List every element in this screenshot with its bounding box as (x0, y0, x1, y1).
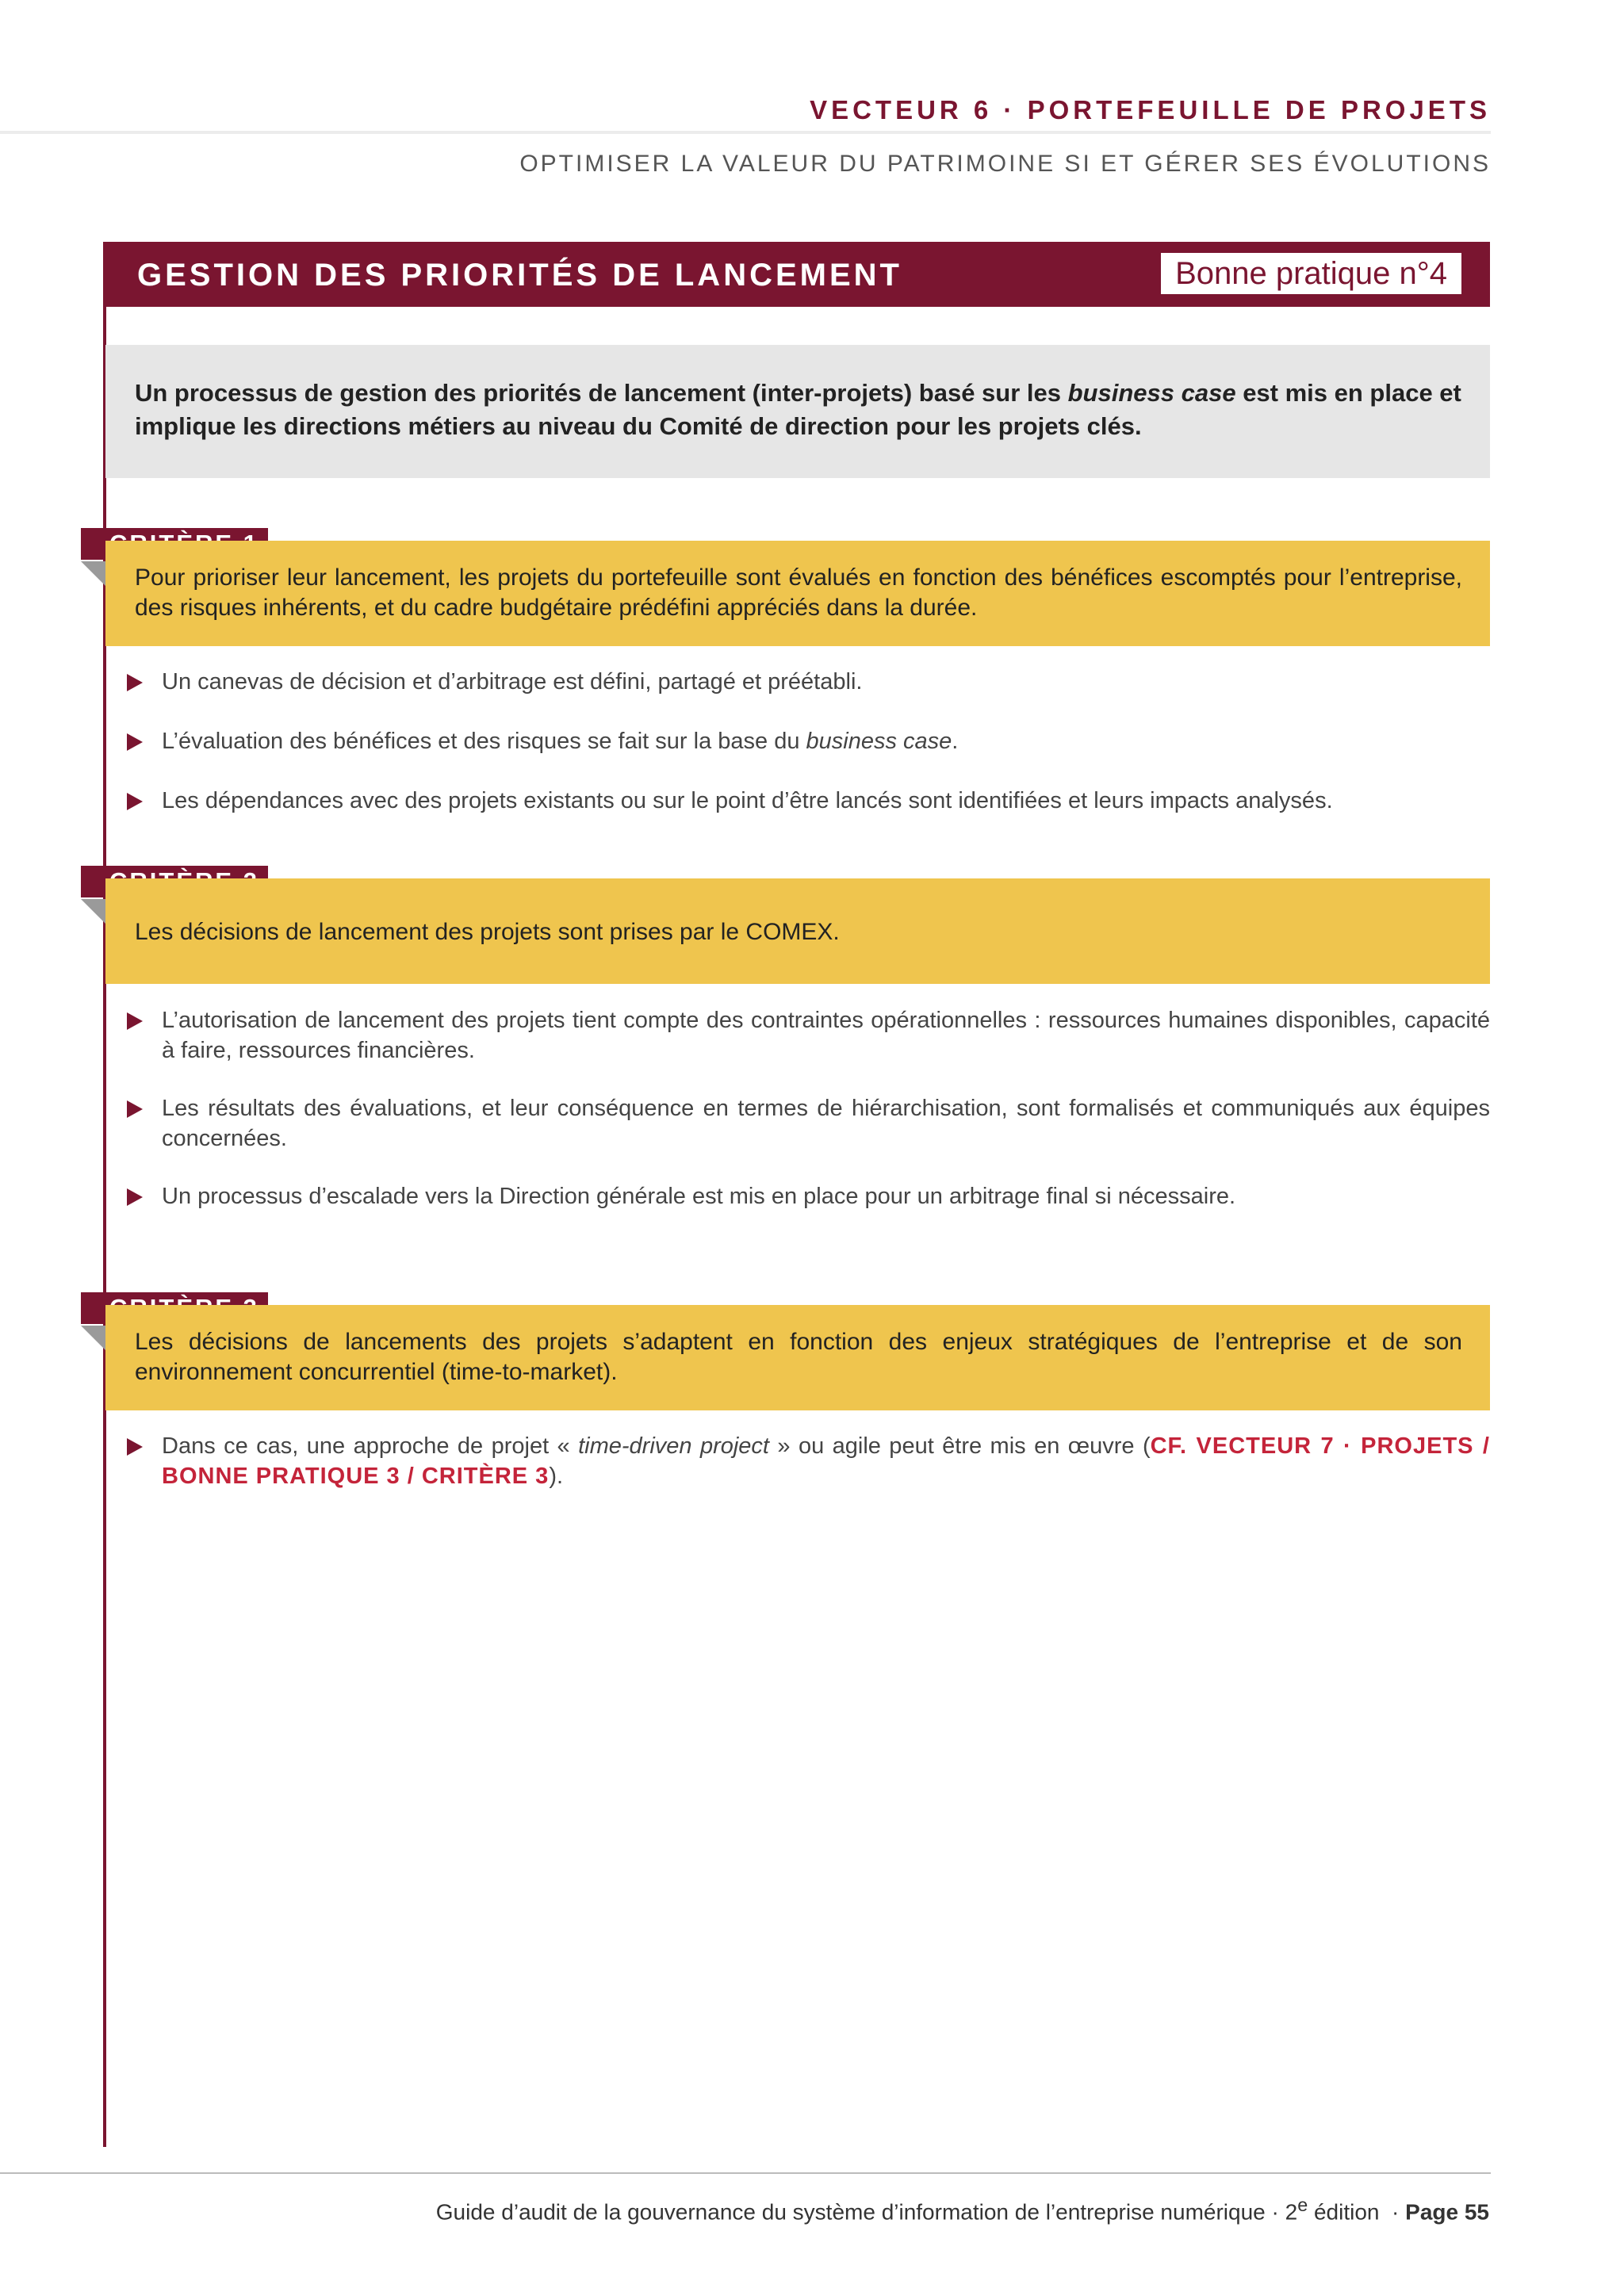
bullet-arrow-icon (127, 1100, 143, 1118)
bullet-arrow-icon (127, 793, 143, 810)
list-item (127, 1431, 1490, 1491)
list-item (127, 667, 1490, 697)
list-item (127, 726, 1490, 756)
list-item (127, 1093, 1490, 1154)
criterion-fold-icon (81, 1326, 106, 1351)
criterion-statement: Les décisions de lancements des projets s’adaptent en fonction des enjeux stratégiques de l’entreprise et de son environnement concurrentiel (time-to-market). (105, 1305, 1490, 1410)
cross-reference-link[interactable]: CF. VECTEUR 7 · PROJETS / BONNE PRATIQUE 3 / CRITÈRE 3 (162, 1433, 1490, 1489)
list-item (127, 786, 1490, 816)
criterion-statement: Pour prioriser leur lancement, les projets du portefeuille sont évalués en fonction des bénéfices escomptés pour l’entreprise, des risques inhérents, et du cadre budgétaire prédéfini appréciés dans la durée. (105, 541, 1490, 646)
list-item-text-part: Dans ce cas, une approche de projet « (162, 1433, 579, 1459)
list-item-text-part: » ou agile peut être mis en œuvre ( (768, 1433, 1151, 1459)
bullet-arrow-icon (127, 674, 143, 691)
criterion-fold-icon (81, 561, 106, 587)
list-item (127, 1005, 1490, 1066)
footer-edition: édition · (1308, 2199, 1406, 2225)
footer-superscript: e (1297, 2195, 1308, 2215)
bullet-arrow-icon (127, 1188, 143, 1206)
practice-summary (105, 345, 1490, 478)
summary-text-end: est mis en place et implique les directions métiers au niveau du Comité de direction pour les projets clés. (135, 379, 1461, 440)
header-divider (0, 131, 1491, 134)
list-item-text: L’autorisation de lancement des projets tient compte des contraintes opérationnelles : ressources humaines disponibles, capacité à faire, ressources financières. (162, 1008, 1490, 1063)
section-title: VECTEUR 6 · PORTEFEUILLE DE PROJETS (810, 95, 1491, 124)
bullet-arrow-icon (127, 733, 143, 751)
criterion-statement: Les décisions de lancement des projets sont prises par le COMEX. (105, 878, 1490, 984)
list-item-text-part: . (952, 729, 959, 754)
list-item-text (162, 726, 1490, 756)
page-footer (436, 2195, 1489, 2225)
criterion-fold-icon (81, 899, 106, 924)
list-item-text (162, 1431, 1490, 1491)
list-item-text: Les dépendances avec des projets existants ou sur le point d’être lancés sont identifiées et leurs impacts analysés. (162, 788, 1333, 813)
list-item (127, 1181, 1490, 1211)
practice-banner (105, 242, 1490, 307)
list-item-text: Les résultats des évaluations, et leur conséquence en termes de hiérarchisation, sont formalisés et communiqués aux équipes concernées. (162, 1096, 1490, 1151)
practice-title: GESTION DES PRIORITÉS DE LANCEMENT (137, 258, 902, 293)
page-number: Page 55 (1405, 2199, 1489, 2225)
bullet-arrow-icon (127, 1438, 143, 1456)
list-item-italic: business case (806, 729, 952, 754)
summary-italic: business case (1067, 379, 1236, 407)
footer-divider (0, 2172, 1491, 2174)
summary-text: Un processus de gestion des priorités de lancement (inter-projets) basé sur les (135, 379, 1068, 407)
footer-text: Guide d’audit de la gouvernance du système d’information de l’entreprise numérique · 2 (435, 2199, 1298, 2225)
section-subtitle: OPTIMISER LA VALEUR DU PATRIMOINE SI ET GÉRER SES ÉVOLUTIONS (519, 151, 1491, 177)
practice-badge: Bonne pratique n°4 (1161, 253, 1461, 294)
list-item-text-part: ). (549, 1464, 564, 1489)
list-item-text: Un canevas de décision et d’arbitrage est défini, partagé et préétabli. (162, 669, 863, 695)
list-item-text-part: L’évaluation des bénéfices et des risques se fait sur la base du (162, 729, 806, 754)
bullet-arrow-icon (127, 1012, 143, 1030)
list-item-text: Un processus d’escalade vers la Direction générale est mis en place pour un arbitrage final si nécessaire. (162, 1184, 1236, 1209)
list-item-italic: time-driven project (578, 1433, 769, 1459)
